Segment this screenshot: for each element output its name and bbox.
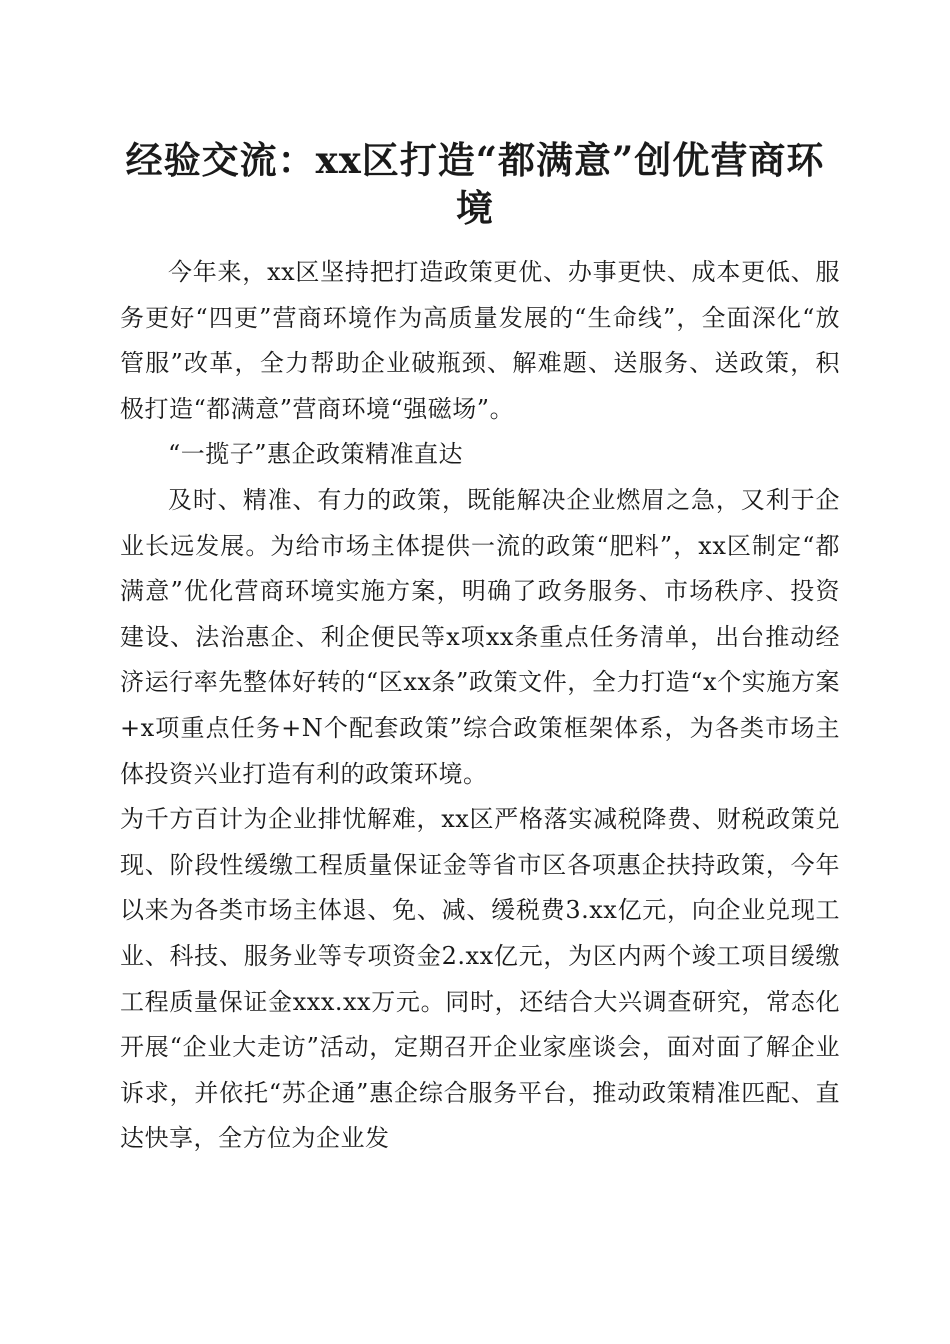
body-paragraph: 为千方百计为企业排忧解难，xx区严格落实减税降费、财税政策兑现、阶段性缓缴工程质量保证金等省市区各项惠企扶持政策，今年以来为各类市场主体退、免、减、缓税费3.xx亿元，向企业兑现工业、科技、服务业等专项资金2.xx亿元，为区内两个竣工项目缓缴工程质量保证金xxx.xx万元。同时，还结合大兴调查研究，常态化开展“企业大走访”活动，定期召开企业家座谈会，面对面了解企业诉求，并依托“苏企通”惠企综合服务平台，推动政策精准匹配、直达快享，全方位为企业发 — [120, 805, 840, 1153]
section-heading: “一揽子”惠企政策精准直达 — [168, 440, 464, 469]
intro-paragraph: 今年来，xx区坚持把打造政策更优、办事更快、成本更低、服务更好“四更”营商环境作为高质量发展的“生命线”，全面深化“放管服”改革，全力帮助企业破瓶颈、解难题、送服务、送政策，积极打造“都满意”营商环境“强磁场”。 — [120, 258, 840, 423]
document-body — [120, 250, 840, 1162]
body-paragraph: 及时、精准、有力的政策，既能解决企业燃眉之急，又利于企业长远发展。为给市场主体提供一流的政策“肥料”，xx区制定“都满意”优化营商环境实施方案，明确了政务服务、市场秩序、投资建设、法治惠企、利企便民等x项xx条重点任务清单，出台推动经济运行率先整体好转的“区xx条”政策文件，全力打造“x个实施方案+x项重点任务+N个配套政策”综合政策框架体系，为各类市场主体投资兴业打造有利的政策环境。 — [120, 485, 840, 788]
document-title: 经验交流：xx区打造“都满意”创优营商环境 — [125, 138, 825, 230]
